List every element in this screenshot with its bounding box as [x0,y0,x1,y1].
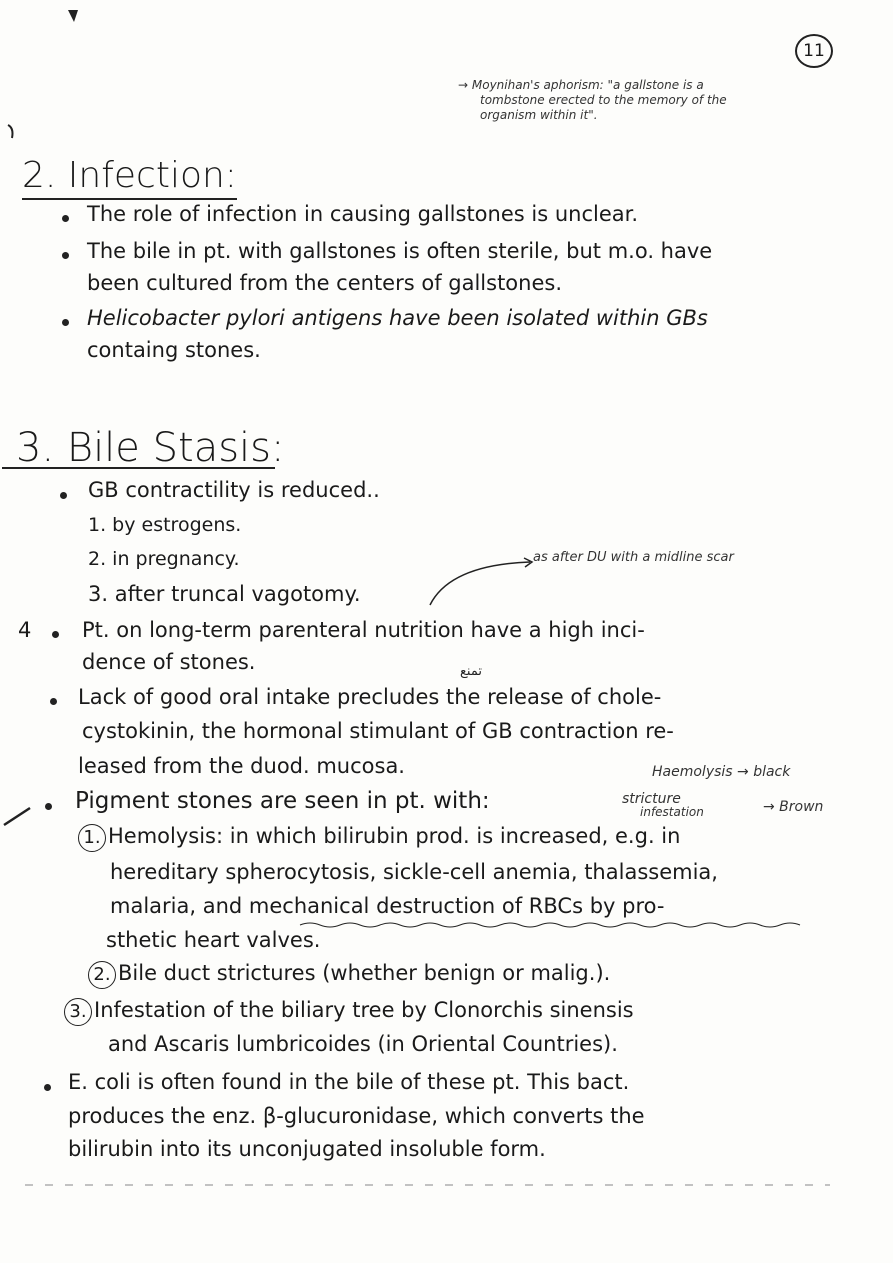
bullet-dot [60,492,67,499]
text-line: Bile duct strictures (whether benign or malig.). [118,961,611,985]
haemolysis-note: Haemolysis → black [652,764,791,780]
text-line: Hemolysis: in which bilirubin prod. is increased, e.g. in [108,824,681,848]
bullet-dot [62,319,69,326]
number-badge: 1. [78,824,106,852]
aphorism-note [458,78,727,123]
text-line: containg stones. [87,338,261,362]
stricture-note: stricture [622,791,681,807]
list-item: 2. in pregnancy. [88,548,240,570]
bullet-dot [62,215,69,222]
aphorism-line: organism within it". [480,108,598,122]
section-heading-infection: 2. Infection: [22,155,237,196]
text-line: Pt. on long-term parenteral nutrition have a high inci- [82,618,645,642]
item-number-4: 4 [18,618,32,642]
text-line: sthetic heart valves. [106,928,321,952]
arabic-note: تمنع [460,664,482,679]
numbered-item-3 [64,998,634,1026]
bullet-dot [44,1084,51,1091]
text-line: cystokinin, the hormonal stimulant of GB contraction re- [82,719,674,743]
text-line: Lack of good oral intake precludes the release of chole- [78,685,662,709]
brown-note: → Brown [763,799,824,815]
text-line: Helicobacter pylori antigens have been isolated within GBs [87,306,708,330]
text-line: hereditary spherocytosis, sickle-cell anemia, thalassemia, [110,860,718,884]
aphorism-line: → Moynihan's aphorism: "a gallstone is a [458,78,704,92]
text-line: malaria, and mechanical destruction of RBCs by pro- [110,894,665,918]
text-line: dence of stones. [82,650,256,674]
number-badge: 2. [88,961,116,989]
text-line: Pigment stones are seen in pt. with: [75,788,490,814]
text-line: bilirubin into its unconjugated insoluble form. [68,1137,546,1161]
bullet-dot [62,252,69,259]
aphorism-line: tombstone erected to the memory of the [480,93,727,107]
text-line: Infestation of the biliary tree by Clonorchis sinensis [94,998,634,1022]
text-line: The bile in pt. with gallstones is often sterile, but m.o. have [87,239,713,263]
text-line: The role of infection in causing gallstones is unclear. [87,202,638,226]
list-item: 1. by estrogens. [88,514,242,536]
list-item: 3. after truncal vagotomy. [88,582,361,606]
side-note: as after DU with a midline scar [533,550,734,565]
bullet-dot [50,698,57,705]
number-badge: 3. [64,998,92,1026]
text-line: been cultured from the centers of gallstones. [87,271,563,295]
text-line: GB contractility is reduced.. [88,478,380,502]
section-heading-bile-stasis: 3. Bile Stasis: [16,425,285,471]
text-line: produces the enz. β-glucuronidase, which converts the [68,1104,645,1128]
numbered-item-2 [88,961,610,989]
bullet-dot [52,631,59,638]
text-line: leased from the duod. mucosa. [78,754,405,778]
text-line: and Ascaris lumbricoides (in Oriental Countries). [108,1032,618,1056]
numbered-item-1 [78,824,680,852]
page-number: 11 [795,34,833,68]
infestation-note: infestation [640,805,704,819]
text-line: E. coli is often found in the bile of these pt. This bact. [68,1070,630,1094]
bullet-dot [45,803,52,810]
